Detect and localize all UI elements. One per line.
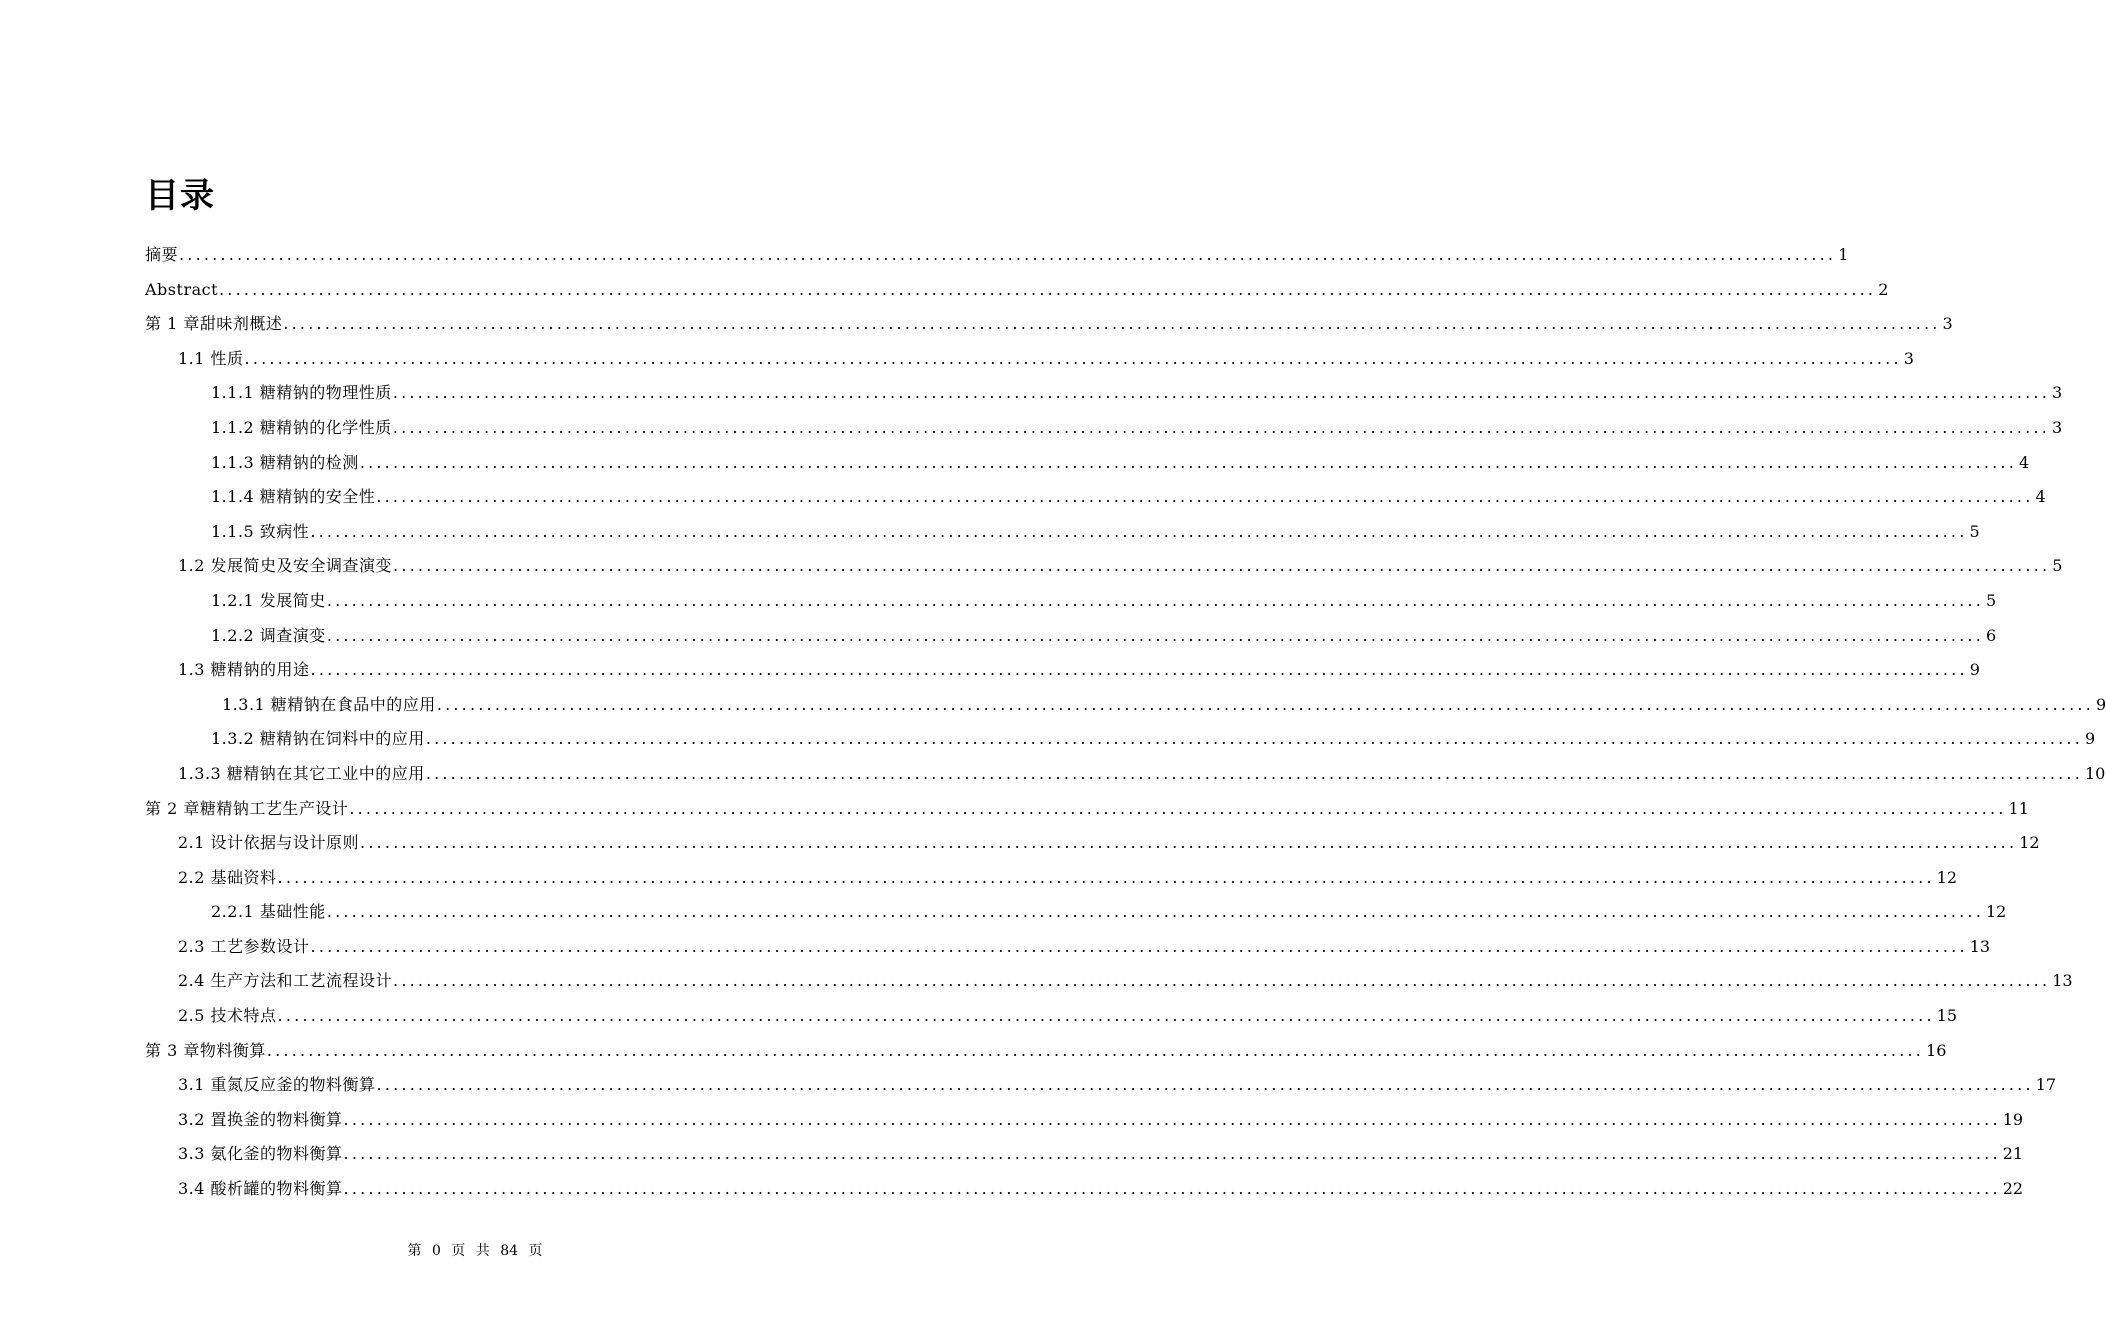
toc-entry-label: 1.1 性质 xyxy=(178,348,244,368)
toc-leader-dots: ........................................................................................................................................................................................................ xyxy=(393,971,2051,991)
toc-leader-dots: ........................................................................................................................................................................................................ xyxy=(326,902,1984,922)
toc-entry[interactable] xyxy=(178,549,2063,584)
toc-entry[interactable] xyxy=(145,307,1953,342)
toc-leader-dots: ........................................................................................................................................................................................................ xyxy=(326,590,1984,610)
toc-page-number: 17 xyxy=(2035,1075,2057,1095)
toc-page-number: 9 xyxy=(2096,694,2106,714)
toc-leader-dots: ........................................................................................................................................................................................................ xyxy=(343,1109,2001,1129)
toc-leader-dots: ........................................................................................................................................................................................................ xyxy=(277,867,1935,887)
toc-entry[interactable] xyxy=(178,653,1980,688)
toc-list xyxy=(0,238,2106,1207)
toc-entry-label: 1.1.1 糖精钠的物理性质 xyxy=(211,383,392,403)
toc-entry-label: 1.2 发展简史及安全调查演变 xyxy=(178,556,393,576)
toc-entry-label: 1.2.2 调查演变 xyxy=(211,625,326,645)
toc-page-number: 16 xyxy=(1926,1040,1947,1060)
toc-leader-dots: ........................................................................................................................................................................................................ xyxy=(266,1040,1925,1060)
toc-page-number: 3 xyxy=(2052,383,2063,403)
toc-entry[interactable] xyxy=(211,584,1997,619)
toc-page-number: 12 xyxy=(2019,833,2040,853)
toc-leader-dots: ........................................................................................................................................................................................................ xyxy=(376,487,2034,507)
toc-page-number: 3 xyxy=(1903,348,1914,368)
toc-leader-dots: ........................................................................................................................................................................................................ xyxy=(310,660,1968,680)
toc-page-number: 13 xyxy=(2052,971,2073,991)
toc-entry-label: 1.3 糖精钠的用途 xyxy=(178,660,310,680)
toc-page-number: 3 xyxy=(1942,314,1953,334)
toc-entry[interactable] xyxy=(178,861,1958,896)
toc-entry-label: 2.2 基础资料 xyxy=(178,867,277,887)
toc-leader-dots: ........................................................................................................................................................................................................ xyxy=(360,833,2018,853)
toc-page-number: 13 xyxy=(1969,936,1991,956)
toc-entry[interactable] xyxy=(178,342,1914,377)
toc-entry-label: 摘要 xyxy=(145,245,179,264)
toc-entry[interactable] xyxy=(145,238,1849,273)
toc-leader-dots: ........................................................................................................................................................................................................ xyxy=(436,694,2094,714)
toc-page-number: 4 xyxy=(2019,452,2030,472)
toc-leader-dots: ........................................................................................................................................................................................................ xyxy=(283,314,1941,334)
toc-leader-dots: ........................................................................................................................................................................................................ xyxy=(392,383,2050,403)
toc-entry[interactable] xyxy=(178,999,1958,1034)
toc-entry-label: Abstract xyxy=(145,279,219,299)
toc-page-number: 2 xyxy=(1878,279,1889,299)
toc-entry[interactable] xyxy=(222,688,2106,723)
toc-page-number: 9 xyxy=(1969,660,1980,680)
toc-entry[interactable] xyxy=(178,1137,2024,1172)
toc-page-number: 10 xyxy=(2085,763,2106,783)
toc-entry-label: 3.2 置换釜的物料衡算 xyxy=(178,1109,343,1129)
toc-entry[interactable] xyxy=(178,930,1991,965)
toc-entry-label: 3.3 氨化釜的物料衡算 xyxy=(178,1144,343,1164)
toc-page-number: 15 xyxy=(1936,1006,1958,1026)
toc-page-number: 19 xyxy=(2002,1109,2024,1129)
toc-entry-label: 3.1 重氮反应釜的物料衡算 xyxy=(178,1075,376,1095)
toc-entry-label: 第 1 章甜味剂概述 xyxy=(145,314,283,334)
toc-page-number: 6 xyxy=(1986,625,1997,645)
toc-leader-dots: ........................................................................................................................................................................................................ xyxy=(425,729,2083,749)
toc-page-number: 21 xyxy=(2002,1144,2024,1164)
toc-page-number: 12 xyxy=(1936,867,1958,887)
toc-page-number: 9 xyxy=(2085,729,2096,749)
toc-entry[interactable] xyxy=(211,895,2007,930)
toc-entry[interactable] xyxy=(211,515,1980,550)
toc-entry-label: 1.1.3 糖精钠的检测 xyxy=(211,452,359,472)
toc-page-number: 5 xyxy=(2052,556,2063,576)
toc-leader-dots: ........................................................................................................................................................................................................ xyxy=(393,556,2051,576)
toc-entry[interactable] xyxy=(178,1103,2024,1138)
toc-entry[interactable] xyxy=(178,1172,2024,1207)
toc-entry[interactable] xyxy=(211,480,2046,515)
toc-page-number: 5 xyxy=(1986,590,1997,610)
toc-page-number: 22 xyxy=(2002,1179,2024,1199)
toc-entry-label: 2.4 生产方法和工艺流程设计 xyxy=(178,971,393,991)
toc-entry[interactable] xyxy=(211,722,2096,757)
toc-entry[interactable] xyxy=(178,964,2073,999)
toc-entry[interactable] xyxy=(211,446,2030,481)
toc-page-number: 12 xyxy=(1986,902,2007,922)
toc-entry-label: 1.1.5 致病性 xyxy=(211,521,310,541)
toc-leader-dots: ........................................................................................................................................................................................................ xyxy=(310,936,1968,956)
toc-leader-dots: ........................................................................................................................................................................................................ xyxy=(392,417,2050,437)
toc-entry-label: 1.1.2 糖精钠的化学性质 xyxy=(211,417,392,437)
toc-leader-dots: ........................................................................................................................................................................................................ xyxy=(343,1144,2001,1164)
toc-leader-dots: ........................................................................................................................................................................................................ xyxy=(310,521,1968,541)
toc-entry[interactable] xyxy=(178,1068,2057,1103)
toc-entry-label: 2.5 技术特点 xyxy=(178,1006,277,1026)
toc-entry[interactable] xyxy=(145,792,2029,827)
toc-entry-label: 1.1.4 糖精钠的安全性 xyxy=(211,487,376,507)
toc-entry-label: 1.2.1 发展简史 xyxy=(211,590,326,610)
toc-entry-label: 1.3.3 糖精钠在其它工业中的应用 xyxy=(178,763,425,783)
toc-leader-dots: ........................................................................................................................................................................................................ xyxy=(277,1006,1935,1026)
toc-leader-dots: ........................................................................................................................................................................................................ xyxy=(179,245,1837,264)
toc-leader-dots: ........................................................................................................................................................................................................ xyxy=(359,452,2017,472)
toc-page-number: 1 xyxy=(1838,245,1849,264)
toc-leader-dots: ........................................................................................................................................................................................................ xyxy=(219,279,1877,299)
toc-entry-label: 2.1 设计依据与设计原则 xyxy=(178,833,360,853)
toc-entry-label: 第 2 章糖精钠工艺生产设计 xyxy=(145,798,349,818)
page-footer: 第 0 页 共 84 页 xyxy=(407,1243,543,1259)
toc-entry-label: 1.3.2 糖精钠在饲料中的应用 xyxy=(211,729,425,749)
toc-leader-dots: ........................................................................................................................................................................................................ xyxy=(376,1075,2034,1095)
toc-page-number: 3 xyxy=(2052,417,2063,437)
toc-page-number: 5 xyxy=(1969,521,1980,541)
toc-entry-label: 1.3.1 糖精钠在食品中的应用 xyxy=(222,694,436,714)
toc-leader-dots: ........................................................................................................................................................................................................ xyxy=(349,798,2007,818)
toc-leader-dots: ........................................................................................................................................................................................................ xyxy=(326,625,1984,645)
toc-entry-label: 3.4 酸析罐的物料衡算 xyxy=(178,1179,343,1199)
toc-entry-label: 2.2.1 基础性能 xyxy=(211,902,326,922)
toc-entry[interactable] xyxy=(178,757,2106,792)
toc-leader-dots: ........................................................................................................................................................................................................ xyxy=(244,348,1902,368)
toc-leader-dots: ........................................................................................................................................................................................................ xyxy=(425,763,2083,783)
toc-entry-label: 第 3 章物料衡算 xyxy=(145,1040,266,1060)
toc-page-number: 11 xyxy=(2008,798,2029,818)
toc-entry[interactable] xyxy=(145,1034,1947,1069)
toc-entry[interactable] xyxy=(145,273,1889,308)
toc-entry-label: 2.3 工艺参数设计 xyxy=(178,936,310,956)
toc-entry[interactable] xyxy=(211,619,1997,654)
toc-entry[interactable] xyxy=(178,826,2040,861)
toc-title: 目录 xyxy=(145,176,215,216)
toc-page-number: 4 xyxy=(2035,487,2046,507)
toc-leader-dots: ........................................................................................................................................................................................................ xyxy=(343,1179,2001,1199)
toc-entry[interactable] xyxy=(211,376,2063,411)
toc-entry[interactable] xyxy=(211,411,2063,446)
